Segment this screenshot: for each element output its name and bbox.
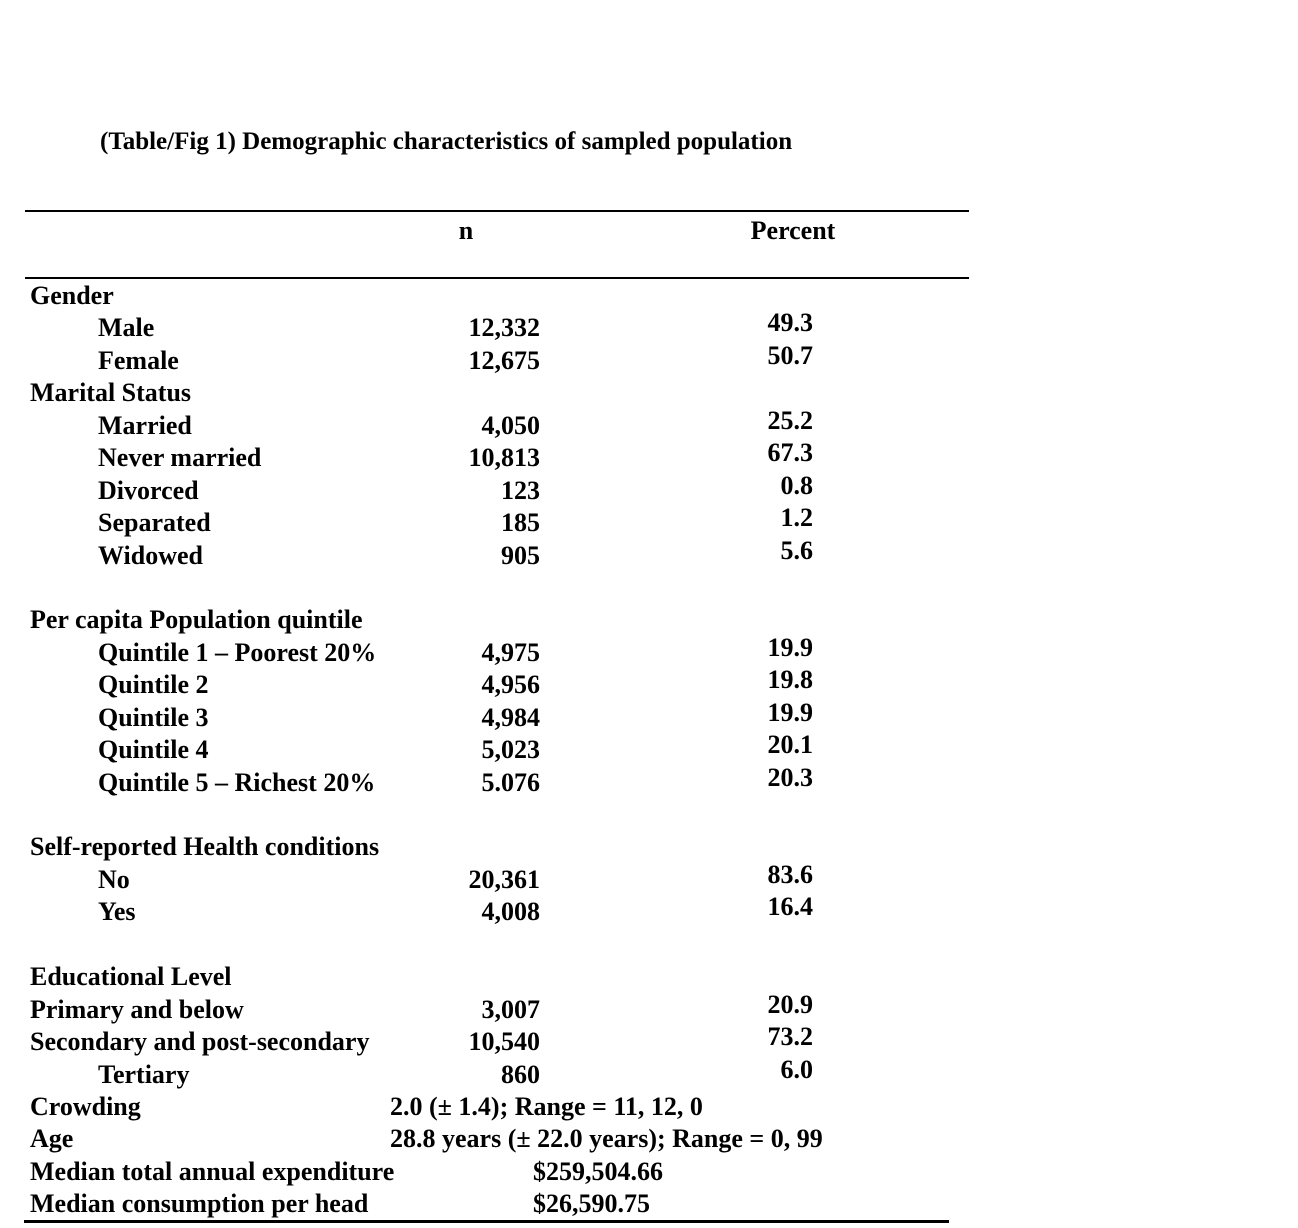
row-label: Separated xyxy=(98,508,211,538)
stat-value: 2.0 (± 1.4); Range = 11, 12, 0 xyxy=(390,1091,703,1121)
table-row xyxy=(0,697,1298,734)
table-title: (Table/Fig 1) Demographic characteristics of sampled population xyxy=(100,128,793,155)
percent-value: 0.8 xyxy=(780,470,813,500)
row-label: Male xyxy=(98,313,155,343)
spacer-row xyxy=(0,799,1298,831)
percent-value: 16.4 xyxy=(767,892,813,922)
row-label: Median consumption per head xyxy=(30,1189,369,1219)
money-value: $26,590.75 xyxy=(533,1189,650,1219)
table-row xyxy=(0,377,1298,409)
row-label: Age xyxy=(30,1124,74,1154)
table-row xyxy=(0,1022,1298,1058)
percent-value: 83.6 xyxy=(767,859,813,889)
n-value: 185 xyxy=(501,508,540,538)
table-row xyxy=(0,730,1298,766)
n-value: 10,540 xyxy=(468,1027,540,1057)
n-value: 20,361 xyxy=(468,864,540,894)
section-label: Marital Status xyxy=(30,378,192,408)
n-value: 4,008 xyxy=(481,897,540,927)
table-row xyxy=(0,604,1298,636)
row-label: Quintile 5 – Richest 20% xyxy=(98,767,376,797)
percent-value: 25.2 xyxy=(767,405,813,435)
n-value: 4,984 xyxy=(481,702,540,732)
percent-value: 20.9 xyxy=(767,989,813,1019)
table-row xyxy=(0,1123,1298,1155)
table-top-rule xyxy=(25,210,969,212)
percent-value: 20.3 xyxy=(767,762,813,792)
table-rows xyxy=(0,280,1298,1221)
section-label: Self-reported Health conditions xyxy=(30,832,380,862)
table-row xyxy=(0,1054,1298,1091)
n-value: 3,007 xyxy=(481,994,540,1024)
row-label: Female xyxy=(98,345,179,375)
n-value: 4,956 xyxy=(481,670,540,700)
table-row xyxy=(0,470,1298,507)
table-row xyxy=(0,632,1298,669)
table-row xyxy=(0,280,1298,312)
row-label: No xyxy=(98,864,130,894)
table-row xyxy=(0,762,1298,799)
n-value: 5,023 xyxy=(481,735,540,765)
percent-value: 73.2 xyxy=(767,1022,813,1052)
table-row xyxy=(0,665,1298,701)
money-value: $259,504.66 xyxy=(533,1156,663,1186)
n-value: 123 xyxy=(501,475,540,505)
percent-value: 6.0 xyxy=(780,1054,813,1084)
table-row xyxy=(0,1091,1298,1123)
row-label: Quintile 1 – Poorest 20% xyxy=(98,637,377,667)
percent-value: 20.1 xyxy=(767,730,813,760)
table-header-rule xyxy=(25,277,969,279)
column-header-percent: Percent xyxy=(750,216,836,245)
row-label: Quintile 3 xyxy=(98,702,209,732)
row-label: Median total annual expenditure xyxy=(30,1156,395,1186)
row-label: Married xyxy=(98,410,192,440)
percent-value: 19.9 xyxy=(767,632,813,662)
row-label: Divorced xyxy=(98,475,199,505)
n-value: 5.076 xyxy=(481,767,540,797)
n-value: 12,332 xyxy=(468,313,540,343)
row-label: Primary and below xyxy=(30,994,244,1024)
percent-value: 19.9 xyxy=(767,697,813,727)
percent-value: 1.2 xyxy=(780,503,813,533)
stat-value: 28.8 years (± 22.0 years); Range = 0, 99 xyxy=(390,1124,823,1154)
percent-value: 67.3 xyxy=(767,438,813,468)
percent-value: 50.7 xyxy=(767,340,813,370)
table-row xyxy=(0,961,1298,993)
table-row xyxy=(0,308,1298,344)
n-value: 12,675 xyxy=(468,345,540,375)
table-row xyxy=(0,438,1298,474)
n-value: 860 xyxy=(501,1059,540,1089)
column-header-n: n xyxy=(458,216,474,245)
table-row xyxy=(0,989,1298,1026)
table-row xyxy=(0,405,1298,442)
spacer-row xyxy=(0,929,1298,961)
spacer-row xyxy=(0,572,1298,604)
percent-value: 49.3 xyxy=(767,308,813,338)
table-row xyxy=(0,340,1298,377)
table-row xyxy=(0,831,1298,863)
n-value: 4,050 xyxy=(481,410,540,440)
table-row xyxy=(0,503,1298,539)
table-row xyxy=(0,1156,1298,1188)
n-value: 905 xyxy=(501,540,540,570)
row-label: Secondary and post-secondary xyxy=(30,1027,370,1057)
table-row xyxy=(0,892,1298,928)
n-value: 4,975 xyxy=(481,637,540,667)
section-label: Gender xyxy=(30,281,114,310)
row-label: Tertiary xyxy=(98,1059,190,1089)
percent-value: 19.8 xyxy=(767,665,813,695)
row-label: Widowed xyxy=(98,540,203,570)
table-row xyxy=(0,859,1298,896)
row-label: Yes xyxy=(98,897,136,927)
row-label: Never married xyxy=(98,443,262,473)
percent-value: 5.6 xyxy=(780,535,813,565)
row-label: Quintile 4 xyxy=(98,735,209,765)
table-bottom-rule xyxy=(24,1220,949,1223)
row-label: Crowding xyxy=(30,1091,141,1121)
n-value: 10,813 xyxy=(468,443,540,473)
section-label: Educational Level xyxy=(30,962,232,992)
section-label: Per capita Population quintile xyxy=(30,605,363,635)
row-label: Quintile 2 xyxy=(98,670,209,700)
table-row xyxy=(0,1188,1298,1220)
table-row xyxy=(0,535,1298,572)
